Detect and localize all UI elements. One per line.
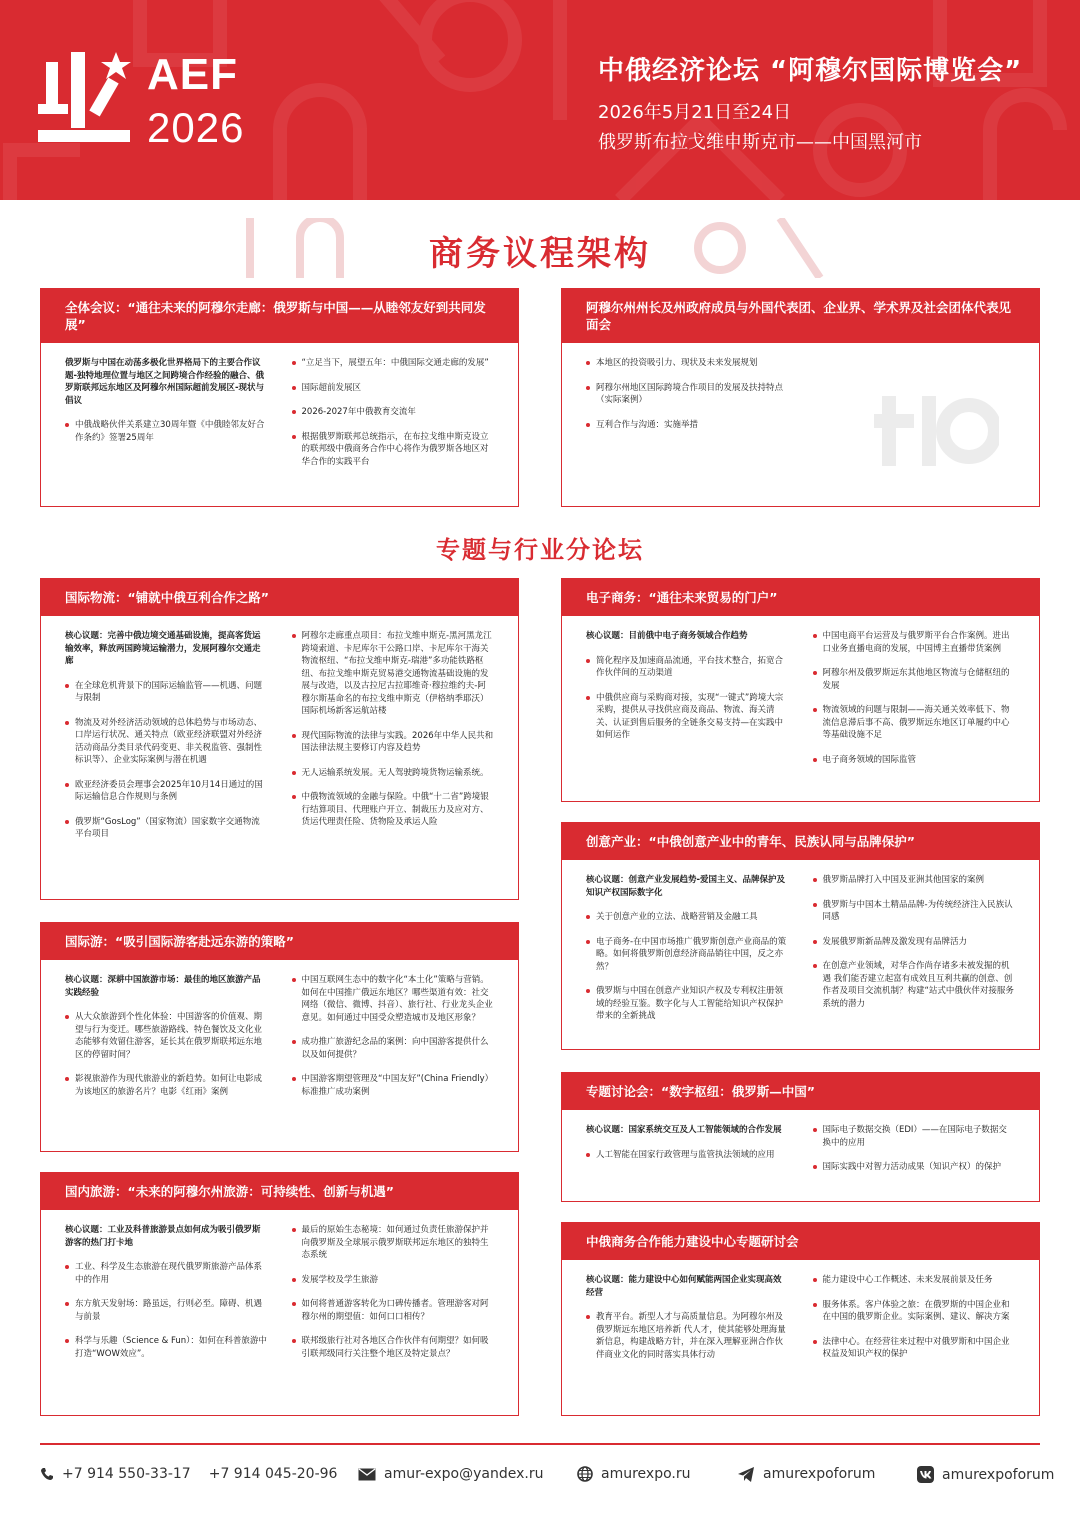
section-title-business-agenda: 商务议程架构 — [429, 234, 651, 274]
card-right-column — [805, 1124, 1016, 1186]
core-topic: 核心议题：完善中俄边境交通基础设施，提高客货运输效率，释放两国跨境运输潜力，发展阿穆尔交通走廊 — [65, 631, 261, 666]
footer-website — [577, 1466, 690, 1482]
agenda-item: 最后的原始生态秘境：如何通过负责任旅游保护并向俄罗斯及全球展示俄罗斯联邦远东地区的独特生态系统 — [292, 1224, 495, 1262]
vk-link[interactable]: amurexpoforum — [942, 1466, 1055, 1483]
agenda-item: 中国电商平台运营及与俄罗斯平台合作案例。进出口业务直播电商的发展，中国博主直播带货案例 — [813, 630, 1016, 655]
agenda-item: 现代国际物流的法律与实践。2026年中华人民共和国法律法规主要修订内容及趋势 — [292, 730, 495, 755]
card-right-column — [284, 357, 495, 480]
agenda-item: 发展俄罗斯新品牌及激发现有品牌活力 — [813, 936, 1016, 949]
agenda-item: 中俄战略伙伴关系建立30周年暨《中俄睦邻友好合作条约》签署25周年 — [65, 419, 268, 444]
card-left-column — [586, 357, 805, 443]
core-topic: 核心议题：深耕中国旅游市场：最佳的地区旅游产品实践经验 — [65, 975, 261, 998]
agenda-item: 工业、科学及生态旅游在现代俄罗斯旅游产品体系中的作用 — [65, 1261, 268, 1286]
card-title: 国际物流：“铺就中俄互利合作之路” — [41, 579, 518, 616]
card-title: 全体会议：“通往未来的阿穆尔走廊：俄罗斯与中国——从睦邻友好到共同发展” — [41, 289, 518, 343]
card-left-column — [586, 630, 805, 778]
agenda-item: 国际电子数据交换（EDI）——在国际电子数据交换中的应用 — [813, 1124, 1016, 1149]
mail-icon — [358, 1468, 376, 1481]
card-creative-industry — [561, 822, 1040, 1050]
card-left-column — [586, 1274, 805, 1373]
card-left-column — [586, 874, 805, 1035]
telegram-icon — [738, 1467, 755, 1482]
footer-phones — [40, 1466, 337, 1482]
card-title: 国际游：“吸引国际游客赴远东游的策略” — [41, 923, 518, 960]
website-link[interactable]: amurexpo.ru — [601, 1466, 691, 1482]
email-link[interactable]: amur-expo@yandex.ru — [384, 1466, 544, 1482]
agenda-item: 科学与乐趣（Science & Fun）：如何在科普旅游中打造“WOW效应”。 — [65, 1335, 268, 1360]
core-topic: 核心议题：国家系统交互及人工智能领域的合作发展 — [586, 1125, 782, 1135]
agenda-item: 阿穆尔走廊重点项目：布拉戈维申斯克-黑河黑龙江跨境索道、卡尼库尔干公路口岸、卡尼库尔干海关物流枢纽、“布拉戈维申斯克-瑞港”多功能铁路枢纽、布拉戈维申斯克贸易港交通物流基础设施的发展与改造，以及古拉尼古拉耶维奇·穆拉维约夫-阿穆尔斯基命名的布拉戈维申斯克（伊格纳季耶沃）国际机场新客运航站楼 — [292, 630, 495, 718]
telegram-link[interactable]: amurexpoforum — [763, 1466, 876, 1482]
agenda-item: 联邦级旅行社对各地区合作伙伴有何期望？如何吸引联邦级同行关注整个地区及特定景点？ — [292, 1335, 495, 1360]
agenda-item: 俄罗斯与中国本土精品品牌-为传统经济注入民族认同感 — [813, 899, 1016, 924]
forum-place: 俄罗斯布拉戈维申斯克市——中国黑河市 — [598, 132, 922, 153]
core-topic: 核心议题：目前俄中电子商务领域合作趋势 — [586, 631, 748, 641]
logo-year: 2026 — [147, 104, 245, 151]
card-plenary-session — [40, 288, 519, 507]
agenda-item: 在创意产业领域，对华合作尚存诸多未被发掘的机遇 我们能否建立起富有成效且互利共赢的创意、创作者及项目交流机制？构建“站式中俄伙伴对接服务系统的潜力 — [813, 960, 1016, 1010]
card-title: 专题讨论会：“数字枢纽：俄罗斯—中国” — [562, 1073, 1039, 1110]
card-right-column — [805, 1274, 1016, 1373]
footer-divider — [40, 1443, 1040, 1445]
agenda-item: 关于创意产业的立法、战略营销及金融工具 — [586, 911, 789, 924]
card-left-column — [65, 1224, 284, 1372]
agenda-item: 能力建设中心工作概述、未来发展前景及任务 — [813, 1274, 1016, 1287]
footer-email — [358, 1466, 543, 1482]
footer-vk — [917, 1466, 1054, 1483]
card-governor-meeting — [561, 288, 1040, 507]
card-digital-hub — [561, 1072, 1040, 1202]
agenda-item: 如何将普通游客转化为口碑传播者。管理游客对阿穆尔州的期望值：如何口口相传？ — [292, 1298, 495, 1323]
logo-text: AEF — [147, 50, 238, 99]
agenda-item: 俄罗斯品牌打入中国及亚洲其他国家的案例 — [813, 874, 1016, 887]
card-title: 中俄商务合作能力建设中心专题研讨会 — [562, 1223, 1039, 1260]
card-right-column — [284, 630, 495, 853]
card-left-column — [586, 1124, 805, 1186]
card-left-column — [65, 357, 284, 480]
card-title: 电子商务：“通往未来贸易的门户” — [562, 579, 1039, 616]
card-title: 国内旅游：“未来的阿穆尔州旅游：可持续性、创新与机遇” — [41, 1173, 518, 1210]
card-title: 创意产业：“中俄创意产业中的青年、民族认同与品牌保护” — [562, 823, 1039, 860]
card-e-commerce — [561, 578, 1040, 802]
footer-contacts — [40, 1466, 1055, 1492]
core-topic: 核心议题：工业及科普旅游景点如何成为吸引俄罗斯游客的热门打卡地 — [65, 1225, 261, 1248]
phone-link-2[interactable]: +7 914 045-20-96 — [208, 1466, 338, 1482]
card-left-column — [65, 974, 284, 1110]
card-inbound-tourism — [40, 922, 519, 1152]
agenda-item: 在全球危机背景下的国际运输监管——机遇、问题与限制 — [65, 680, 268, 705]
agenda-item: 电子商务-在中国市场推广俄罗斯创意产业商品的策略。如何将俄罗斯创意经济商品销往中国，反之亦然？ — [586, 936, 789, 974]
agenda-item: 物流领域的问题与限制——海关通关效率低下、物流信息滞后事不高、俄罗斯远东地区订单履约中心等基础设施不足 — [813, 704, 1016, 742]
globe-icon — [577, 1466, 593, 1482]
agenda-item: 俄罗斯与中国在创意产业知识产权及专利权注册领域的经验互鉴。数字化与人工智能给知识产权保护带来的全新挑战 — [586, 985, 789, 1023]
agenda-item: 欧亚经济委员会理事会2025年10月14日通过的国际运输信息合作规则与条例 — [65, 779, 268, 804]
card-right-column — [805, 630, 1016, 778]
agenda-item: 互利合作与沟通：实施举措 — [586, 419, 789, 432]
agenda-item: 成功推广旅游纪念品的案例：向中国游客提供什么以及如何提供？ — [292, 1036, 495, 1061]
agenda-item: 本地区的投资吸引力、现状及未来发展规划 — [586, 357, 789, 370]
card-left-column — [65, 630, 284, 853]
agenda-item: “立足当下，展望五年：中俄国际交通走廊的发展” — [292, 357, 495, 370]
core-topic: 核心议题：能力建设中心如何赋能两国企业实现高效经营 — [586, 1275, 782, 1298]
header-banner — [0, 0, 1080, 200]
agenda-item: 东方航天发射场：路虽远，行则必至。障碍、机遇与前景 — [65, 1298, 268, 1323]
card-title: 阿穆尔州州长及州政府成员与外国代表团、企业界、学术界及社会团体代表见面会 — [562, 289, 1039, 343]
card-international-logistics — [40, 578, 519, 900]
agenda-item: 简化程序及加速商品流通，平台技术整合，拓宽合作伙伴间的互动渠道 — [586, 655, 789, 680]
aef-watermark-icon — [869, 386, 999, 476]
agenda-item: 国际实践中对智力活动成果（知识产权）的保护 — [813, 1161, 1016, 1174]
footer-telegram — [738, 1466, 875, 1482]
agenda-item: 影视旅游作为现代旅游业的新趋势。如何让电影成为该地区的旅游名片？电影《红雨》案例 — [65, 1073, 268, 1098]
agenda-item: 电子商务领域的国际监管 — [813, 754, 1016, 767]
agenda-item: 根据俄罗斯联邦总统指示，在布拉戈维申斯克设立的联邦级中俄商务合作中心将作为俄罗斯各地区对华合作的实践平台 — [292, 431, 495, 469]
agenda-item: 法律中心。在经营往来过程中对俄罗斯和中国企业权益及知识产权的保护 — [813, 1336, 1016, 1361]
core-topic: 俄罗斯与中国在动荡多极化世界格局下的主要合作议题-独特地理位置与地区之间跨境合作经验的融合、俄罗斯联邦远东地区及阿穆尔州国际超前发展区-现状与倡议 — [65, 358, 265, 406]
agenda-item: 阿穆尔州地区国际跨境合作项目的发展及扶持特点（实际案例） — [586, 382, 789, 407]
agenda-item: 阿穆尔州及俄罗斯远东其他地区物流与仓储枢纽的发展 — [813, 667, 1016, 692]
agenda-item: 中国互联网生态中的数字化“本土化”策略与营销。如何在中国推广俄远东地区？哪些渠道有效：社交网络（微信、微博、抖音）、旅行社、行业龙头企业意见。如何通过中国受众塑造城市及地区形象？ — [292, 974, 495, 1024]
agenda-item: 中俄物流领域的金融与保险。中俄“十二省”跨境银行结算项目、代理账户开立、制裁压力及应对方、货运代理责任险、货物险及承运人险 — [292, 791, 495, 829]
card-right-column — [284, 974, 495, 1110]
forum-date: 2026年5月21日至24日 — [598, 102, 792, 123]
section-title-forums: 专题与行业分论坛 — [436, 536, 644, 564]
agenda-item: 中国游客期望管理及“中国友好”(China Friendly）标准推广成功案例 — [292, 1073, 495, 1098]
agenda-item: 服务体系。客户体验之旅：在俄罗斯的中国企业和在中国的俄罗斯企业。实际案例、建议、解决方案 — [813, 1299, 1016, 1324]
agenda-item: 教育平台。新型人才与高质量信息。为阿穆尔州及俄罗斯远东地区培养新 代人才，使其能够处理海量新信息，构建战略方针，并在深入理解亚洲合作伙伴商业文化的同时落实具体行动 — [586, 1311, 789, 1361]
phone-link-1[interactable]: +7 914 550-33-17 — [62, 1466, 191, 1482]
card-domestic-tourism — [40, 1172, 519, 1416]
forum-title: 中俄经济论坛 “阿穆尔国际博览会” — [598, 56, 1023, 86]
phone-icon — [40, 1467, 54, 1481]
agenda-item: 国际超前发展区 — [292, 382, 495, 395]
agenda-item: 发展学校及学生旅游 — [292, 1274, 495, 1287]
aef-logo-icon — [38, 52, 133, 144]
agenda-item: 人工智能在国家行政管理与监管执法领域的应用 — [586, 1149, 789, 1162]
card-right-column — [805, 874, 1016, 1035]
agenda-item: 从大众旅游到个性化体验：中国游客的价值观、期望与行为变迁。哪些旅游路线、特色餐饮及文化业态能够有效留住游客，延长其在俄罗斯联邦远东地区的停留时间？ — [65, 1011, 268, 1061]
agenda-item: 2026-2027年中俄教育交流年 — [292, 406, 495, 419]
core-topic: 核心议题：创意产业发展趋势-爱国主义、品牌保护及知识产权国际数字化 — [586, 875, 786, 898]
vk-icon — [917, 1466, 934, 1483]
header-pattern — [0, 0, 1080, 200]
card-capacity-building-center — [561, 1222, 1040, 1416]
card-right-column — [284, 1224, 495, 1372]
agenda-item: 物流及对外经济活动领域的总体趋势与市场动态、口岸运行状况、通关特点（欧亚经济联盟对外经济活动商品分类目录代码变更、非关税监管、强制性标识等）、企业实际案例与潜在机遇 — [65, 717, 268, 767]
agenda-item: 俄罗斯“GosLog”（国家物流）国家数字交通物流平台项目 — [65, 816, 268, 841]
agenda-item: 中俄供应商与采购商对接，实现“一键式”跨境大宗采购，提供从寻找供应商及商品、物流、海关清关、认证到售后服务的全链条交易支持—在实践中如何运作 — [586, 692, 789, 742]
agenda-item: 无人运输系统发展。无人驾驶跨境货物运输系统。 — [292, 767, 495, 780]
